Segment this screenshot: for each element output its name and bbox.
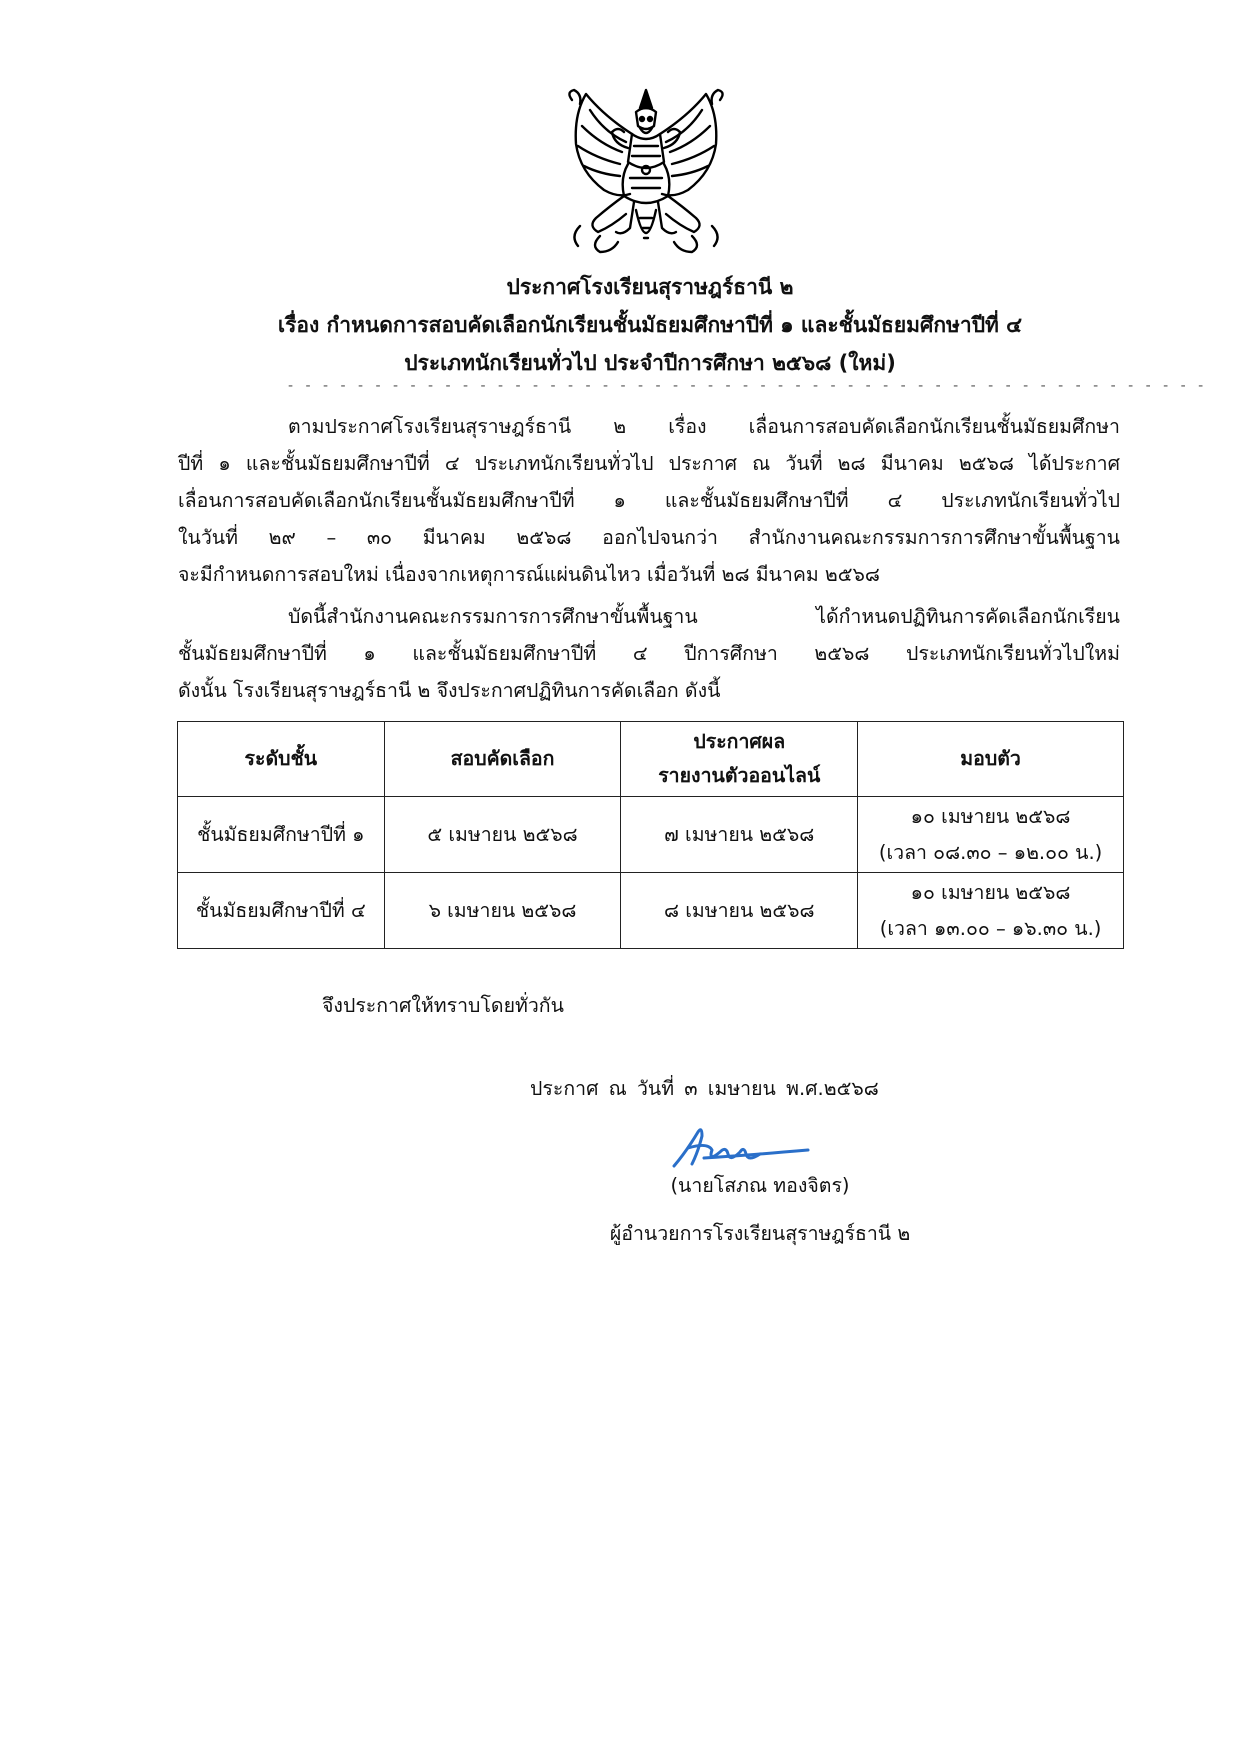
paragraph-2-line: ดังนั้น โรงเรียนสุราษฎร์ธานี ๒ จึงประกาศปฏิทินการคัดเลือก ดังนี้ bbox=[178, 679, 721, 702]
cell-exam: ๖ เมษายน ๒๕๖๘ bbox=[384, 873, 621, 949]
paragraph-1 bbox=[178, 408, 1120, 593]
signatory-name: (นายโสภณ ทองจิตร) bbox=[670, 1174, 850, 1197]
cell-announce: ๗ เมษายน ๒๕๖๘ bbox=[621, 797, 858, 873]
header-exam: สอบคัดเลือก bbox=[384, 722, 621, 797]
header-report: มอบตัว bbox=[858, 722, 1124, 797]
paragraph-2-line: ชั้นมัธยมศึกษาปีที่ ๑ และชั้นมัธยมศึกษาปีที่ ๔ ปีการศึกษา ๒๕๖๘ ประเภทนักเรียนทั่วไปใหม่ bbox=[178, 642, 1120, 665]
announcement-title: ประกาศโรงเรียนสุราษฎร์ธานี ๒ bbox=[506, 275, 794, 299]
signature-image bbox=[668, 1122, 810, 1172]
cell-level: ชั้นมัธยมศึกษาปีที่ ๑ bbox=[178, 797, 385, 873]
header-announce bbox=[621, 722, 858, 797]
paragraph-2-line: บัดนี้สำนักงานคณะกรรมการการศึกษาขั้นพื้นฐาน ได้กำหนดปฏิทินการคัดเลือกนักเรียน bbox=[288, 605, 1120, 628]
cell-report-time: (เวลา ๑๓.๐๐ – ๑๖.๓๐ น.) bbox=[879, 916, 1102, 940]
schedule-table bbox=[177, 721, 1124, 949]
table-row bbox=[178, 797, 1124, 873]
cell-report-date: ๑๐ เมษายน ๒๕๖๘ bbox=[910, 804, 1071, 828]
paragraph-1-line: ในวันที่ ๒๙ – ๓๐ มีนาคม ๒๕๖๘ ออกไปจนกว่า สำนักงานคณะกรรมการการศึกษาขั้นพื้นฐาน bbox=[178, 526, 1120, 549]
paragraph-1-line: จะมีกำหนดการสอบใหม่ เนื่องจากเหตุการณ์แผ่นดินไหว เมื่อวันที่ ๒๘ มีนาคม ๒๕๖๘ bbox=[178, 563, 880, 586]
announcement-date: ประกาศ ณ วันที่ ๓ เมษายน พ.ศ.๒๕๖๘ bbox=[530, 1077, 879, 1100]
header-announce-line1: ประกาศผล bbox=[693, 730, 786, 753]
cell-report-date: ๑๐ เมษายน ๒๕๖๘ bbox=[910, 880, 1071, 904]
dashed-divider: - - - - - - - - - - - - - - - - - - - - - - - - - - - - - - - - - - - - - - - - - - - - - - - - - - - - - bbox=[288, 378, 1208, 394]
closing-statement: จึงประกาศให้ทราบโดยทั่วกัน bbox=[322, 994, 564, 1017]
garuda-emblem-icon bbox=[560, 86, 732, 262]
announcement-subject: เรื่อง กำหนดการสอบคัดเลือกนักเรียนชั้นมัธยมศึกษาปีที่ ๑ และชั้นมัธยมศึกษาปีที่ ๔ bbox=[277, 313, 1023, 337]
cell-exam: ๕ เมษายน ๒๕๖๘ bbox=[384, 797, 621, 873]
header-announce-line2: รายงานตัวออนไลน์ bbox=[658, 764, 821, 787]
announcement-subtitle: ประเภทนักเรียนทั่วไป ประจำปีการศึกษา ๒๕๖๘ (ใหม่) bbox=[404, 351, 896, 375]
paragraph-1-line: เลื่อนการสอบคัดเลือกนักเรียนชั้นมัธยมศึกษาปีที่ ๑ และชั้นมัธยมศึกษาปีที่ ๔ ประเภทนักเรียนทั่วไป bbox=[178, 489, 1120, 512]
cell-report-time: (เวลา ๐๘.๓๐ – ๑๒.๐๐ น.) bbox=[878, 840, 1103, 864]
table-header-row bbox=[178, 722, 1124, 797]
cell-report bbox=[858, 873, 1124, 949]
cell-level: ชั้นมัธยมศึกษาปีที่ ๔ bbox=[178, 873, 385, 949]
paragraph-2 bbox=[178, 598, 1120, 709]
paragraph-1-line: ปีที่ ๑ และชั้นมัธยมศึกษาปีที่ ๔ ประเภทนักเรียนทั่วไป ประกาศ ณ วันที่ ๒๘ มีนาคม ๒๕๖๘ ได้ประกาศ bbox=[178, 452, 1120, 475]
cell-announce: ๘ เมษายน ๒๕๖๘ bbox=[621, 873, 858, 949]
header-level: ระดับชั้น bbox=[178, 722, 385, 797]
signatory-title: ผู้อำนวยการโรงเรียนสุราษฎร์ธานี ๒ bbox=[609, 1222, 911, 1245]
cell-report bbox=[858, 797, 1124, 873]
table-row bbox=[178, 873, 1124, 949]
paragraph-1-line: ตามประกาศโรงเรียนสุราษฎร์ธานี ๒ เรื่อง เลื่อนการสอบคัดเลือกนักเรียนชั้นมัธยมศึกษา bbox=[288, 415, 1120, 438]
